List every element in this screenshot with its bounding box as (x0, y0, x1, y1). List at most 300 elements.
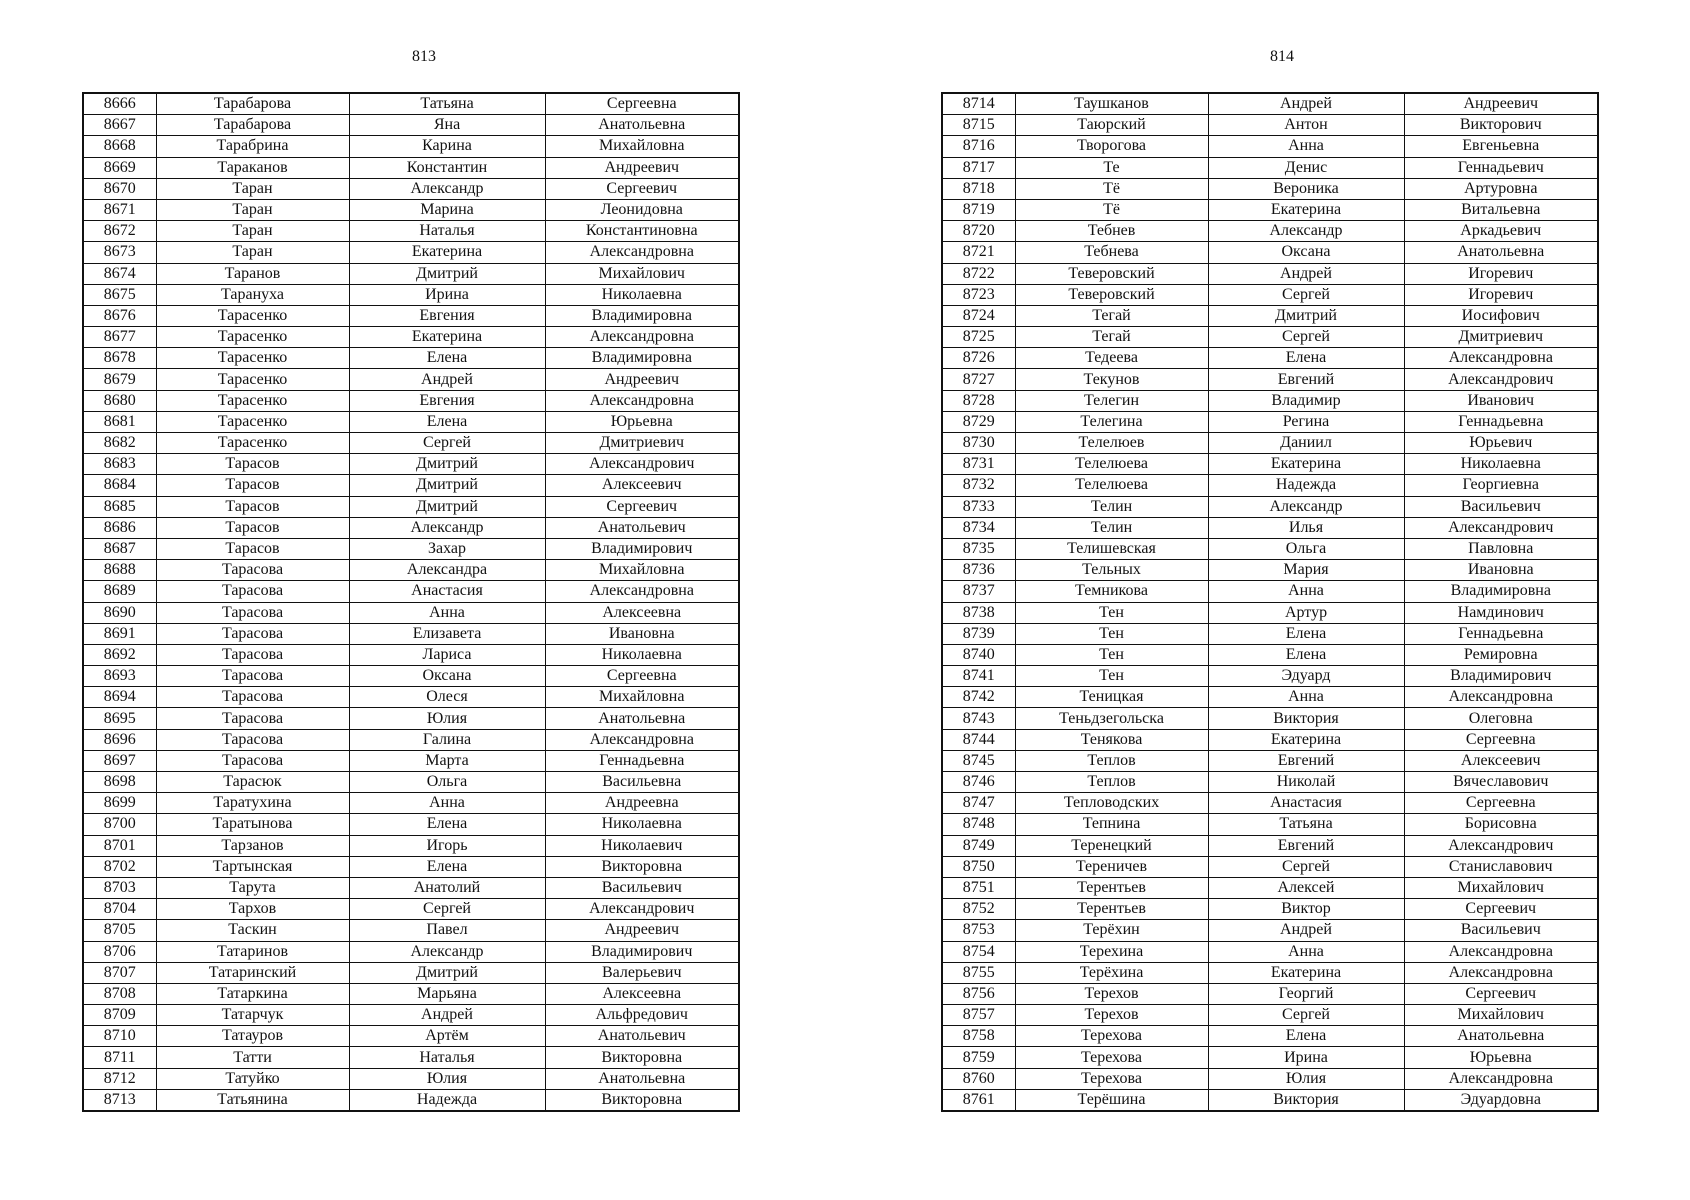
table-row (942, 856, 1598, 877)
first-name-cell: Алексей (1208, 877, 1404, 898)
last-name-cell: Телегина (1015, 411, 1208, 432)
patronymic-cell: Александровна (1404, 348, 1598, 369)
patronymic-cell: Анатольевна (1404, 242, 1598, 263)
patronymic-cell: Александрович (545, 454, 739, 475)
first-name-cell: Марина (349, 199, 545, 220)
first-name-cell: Анатолий (349, 877, 545, 898)
first-name-cell: Екатерина (1208, 454, 1404, 475)
last-name-cell: Тепнина (1015, 814, 1208, 835)
first-name-cell: Ольга (349, 772, 545, 793)
row-number-cell: 8719 (942, 199, 1015, 220)
table-row (942, 433, 1598, 454)
last-name-cell: Терехов (1015, 1005, 1208, 1026)
first-name-cell: Виктория (1208, 708, 1404, 729)
table-row (83, 327, 739, 348)
last-name-cell: Тарасова (156, 750, 349, 771)
row-number-cell: 8696 (83, 729, 156, 750)
last-name-cell: Текунов (1015, 369, 1208, 390)
patronymic-cell: Александрович (1404, 369, 1598, 390)
table-row (942, 793, 1598, 814)
table-row (83, 517, 739, 538)
row-number-cell: 8734 (942, 517, 1015, 538)
first-name-cell: Сергей (349, 433, 545, 454)
table-row (942, 983, 1598, 1004)
last-name-cell: Теплов (1015, 750, 1208, 771)
last-name-cell: Таран (156, 199, 349, 220)
roster-table-right (941, 92, 1599, 1112)
first-name-cell: Екатерина (349, 242, 545, 263)
patronymic-cell: Сергеевич (1404, 899, 1598, 920)
first-name-cell: Георгий (1208, 983, 1404, 1004)
first-name-cell: Регина (1208, 411, 1404, 432)
last-name-cell: Тарасенко (156, 369, 349, 390)
row-number-cell: 8727 (942, 369, 1015, 390)
table-row (942, 538, 1598, 559)
patronymic-cell: Александровна (1404, 1068, 1598, 1089)
patronymic-cell: Михайловна (545, 136, 739, 157)
row-number-cell: 8711 (83, 1047, 156, 1068)
patronymic-cell: Аркадьевич (1404, 221, 1598, 242)
last-name-cell: Татарчук (156, 1005, 349, 1026)
table-row (83, 835, 739, 856)
patronymic-cell: Александровна (545, 327, 739, 348)
last-name-cell: Тарасов (156, 538, 349, 559)
table-row (942, 835, 1598, 856)
first-name-cell: Александр (349, 517, 545, 538)
patronymic-cell: Геннадьевна (545, 750, 739, 771)
patronymic-cell: Валерьевич (545, 962, 739, 983)
last-name-cell: Тарасова (156, 666, 349, 687)
first-name-cell: Анна (1208, 687, 1404, 708)
table-row (942, 284, 1598, 305)
patronymic-cell: Андреевич (545, 369, 739, 390)
table-row (942, 772, 1598, 793)
table-row (83, 475, 739, 496)
last-name-cell: Тарасюк (156, 772, 349, 793)
table-row (83, 856, 739, 877)
table-row (83, 1089, 739, 1111)
last-name-cell: Тарасова (156, 581, 349, 602)
table-row (83, 941, 739, 962)
patronymic-cell: Сергеевна (545, 93, 739, 115)
table-row (942, 750, 1598, 771)
row-number-cell: 8680 (83, 390, 156, 411)
table-row (942, 814, 1598, 835)
table-row (942, 1089, 1598, 1111)
row-number-cell: 8681 (83, 411, 156, 432)
row-number-cell: 8687 (83, 538, 156, 559)
table-row (942, 93, 1598, 115)
row-number-cell: 8738 (942, 602, 1015, 623)
table-row (83, 136, 739, 157)
last-name-cell: Тарута (156, 877, 349, 898)
patronymic-cell: Анатольевич (545, 1026, 739, 1047)
row-number-cell: 8714 (942, 93, 1015, 115)
row-number-cell: 8702 (83, 856, 156, 877)
last-name-cell: Тен (1015, 644, 1208, 665)
last-name-cell: Таскин (156, 920, 349, 941)
last-name-cell: Телелюева (1015, 475, 1208, 496)
last-name-cell: Теницкая (1015, 687, 1208, 708)
first-name-cell: Сергей (1208, 284, 1404, 305)
row-number-cell: 8703 (83, 877, 156, 898)
last-name-cell: Тё (1015, 199, 1208, 220)
last-name-cell: Тарасова (156, 602, 349, 623)
last-name-cell: Тегай (1015, 305, 1208, 326)
last-name-cell: Тен (1015, 602, 1208, 623)
row-number-cell: 8691 (83, 623, 156, 644)
row-number-cell: 8742 (942, 687, 1015, 708)
first-name-cell: Евгения (349, 390, 545, 411)
first-name-cell: Дмитрий (349, 454, 545, 475)
first-name-cell: Андрей (1208, 920, 1404, 941)
row-number-cell: 8749 (942, 835, 1015, 856)
row-number-cell: 8755 (942, 962, 1015, 983)
table-row (83, 93, 739, 115)
table-row (942, 602, 1598, 623)
patronymic-cell: Сергеевич (545, 496, 739, 517)
last-name-cell: Тебнева (1015, 242, 1208, 263)
table-row (83, 433, 739, 454)
first-name-cell: Эдуард (1208, 666, 1404, 687)
first-name-cell: Ирина (349, 284, 545, 305)
table-row (942, 242, 1598, 263)
row-number-cell: 8688 (83, 560, 156, 581)
patronymic-cell: Николаевич (545, 835, 739, 856)
table-row (83, 157, 739, 178)
row-number-cell: 8707 (83, 962, 156, 983)
row-number-cell: 8700 (83, 814, 156, 835)
table-row (83, 242, 739, 263)
last-name-cell: Таран (156, 178, 349, 199)
last-name-cell: Тепловодских (1015, 793, 1208, 814)
table-row (83, 221, 739, 242)
row-number-cell: 8729 (942, 411, 1015, 432)
patronymic-cell: Анатольевич (545, 517, 739, 538)
first-name-cell: Евгений (1208, 835, 1404, 856)
first-name-cell: Андрей (1208, 93, 1404, 115)
last-name-cell: Татти (156, 1047, 349, 1068)
first-name-cell: Галина (349, 729, 545, 750)
last-name-cell: Телелюев (1015, 433, 1208, 454)
table-row (83, 1068, 739, 1089)
patronymic-cell: Евгеньевна (1404, 136, 1598, 157)
row-number-cell: 8666 (83, 93, 156, 115)
table-row (942, 496, 1598, 517)
patronymic-cell: Георгиевна (1404, 475, 1598, 496)
patronymic-cell: Владимирович (545, 941, 739, 962)
first-name-cell: Артур (1208, 602, 1404, 623)
patronymic-cell: Владимирович (1404, 666, 1598, 687)
patronymic-cell: Владимировна (1404, 581, 1598, 602)
row-number-cell: 8753 (942, 920, 1015, 941)
patronymic-cell: Алексеевна (545, 983, 739, 1004)
row-number-cell: 8717 (942, 157, 1015, 178)
first-name-cell: Дмитрий (1208, 305, 1404, 326)
row-number-cell: 8733 (942, 496, 1015, 517)
patronymic-cell: Геннадьевна (1404, 623, 1598, 644)
last-name-cell: Теверовский (1015, 284, 1208, 305)
patronymic-cell: Васильевна (545, 772, 739, 793)
table-row (942, 899, 1598, 920)
table-row (942, 348, 1598, 369)
table-row (83, 538, 739, 559)
patronymic-cell: Сергеевна (1404, 793, 1598, 814)
row-number-cell: 8736 (942, 560, 1015, 581)
row-number-cell: 8669 (83, 157, 156, 178)
patronymic-cell: Викторовна (545, 856, 739, 877)
patronymic-cell: Олеговна (1404, 708, 1598, 729)
table-row (942, 1005, 1598, 1026)
first-name-cell: Оксана (349, 666, 545, 687)
first-name-cell: Илья (1208, 517, 1404, 538)
last-name-cell: Тарасова (156, 623, 349, 644)
patronymic-cell: Анатольевна (545, 115, 739, 136)
first-name-cell: Юлия (1208, 1068, 1404, 1089)
table-row (83, 263, 739, 284)
table-row (942, 263, 1598, 284)
last-name-cell: Те (1015, 157, 1208, 178)
patronymic-cell: Андреевич (545, 157, 739, 178)
patronymic-cell: Владимировна (545, 305, 739, 326)
last-name-cell: Тарабарова (156, 93, 349, 115)
last-name-cell: Тарабрина (156, 136, 349, 157)
first-name-cell: Сергей (1208, 327, 1404, 348)
table-row (942, 1026, 1598, 1047)
row-number-cell: 8748 (942, 814, 1015, 835)
patronymic-cell: Александрович (545, 899, 739, 920)
table-row (83, 115, 739, 136)
table-row (83, 877, 739, 898)
table-row (942, 178, 1598, 199)
row-number-cell: 8671 (83, 199, 156, 220)
first-name-cell: Екатерина (1208, 729, 1404, 750)
last-name-cell: Татаринов (156, 941, 349, 962)
last-name-cell: Тенякова (1015, 729, 1208, 750)
last-name-cell: Тен (1015, 623, 1208, 644)
first-name-cell: Евгения (349, 305, 545, 326)
last-name-cell: Темникова (1015, 581, 1208, 602)
row-number-cell: 8760 (942, 1068, 1015, 1089)
first-name-cell: Елена (1208, 348, 1404, 369)
patronymic-cell: Алексеевна (545, 602, 739, 623)
row-number-cell: 8745 (942, 750, 1015, 771)
patronymic-cell: Николаевна (545, 284, 739, 305)
table-row (83, 814, 739, 835)
row-number-cell: 8751 (942, 877, 1015, 898)
patronymic-cell: Андреевич (1404, 93, 1598, 115)
row-number-cell: 8684 (83, 475, 156, 496)
row-number-cell: 8690 (83, 602, 156, 623)
table-row (83, 793, 739, 814)
patronymic-cell: Константиновна (545, 221, 739, 242)
patronymic-cell: Викторовна (545, 1047, 739, 1068)
patronymic-cell: Михайловна (545, 687, 739, 708)
last-name-cell: Таушканов (1015, 93, 1208, 115)
patronymic-cell: Юрьевич (1404, 433, 1598, 454)
patronymic-cell: Юрьевна (1404, 1047, 1598, 1068)
patronymic-cell: Артуровна (1404, 178, 1598, 199)
first-name-cell: Александр (349, 178, 545, 199)
table-row (83, 983, 739, 1004)
table-row (83, 623, 739, 644)
table-row (942, 666, 1598, 687)
last-name-cell: Тедеева (1015, 348, 1208, 369)
first-name-cell: Захар (349, 538, 545, 559)
table-row (83, 199, 739, 220)
row-number-cell: 8725 (942, 327, 1015, 348)
row-number-cell: 8723 (942, 284, 1015, 305)
table-row (83, 644, 739, 665)
first-name-cell: Артём (349, 1026, 545, 1047)
table-row (83, 496, 739, 517)
first-name-cell: Евгений (1208, 369, 1404, 390)
last-name-cell: Теренецкий (1015, 835, 1208, 856)
row-number-cell: 8698 (83, 772, 156, 793)
patronymic-cell: Сергеевна (1404, 729, 1598, 750)
row-number-cell: 8716 (942, 136, 1015, 157)
patronymic-cell: Алексеевич (1404, 750, 1598, 771)
table-row (83, 772, 739, 793)
patronymic-cell: Геннадьевна (1404, 411, 1598, 432)
row-number-cell: 8676 (83, 305, 156, 326)
table-row (942, 941, 1598, 962)
patronymic-cell: Эдуардовна (1404, 1089, 1598, 1111)
first-name-cell: Наталья (349, 1047, 545, 1068)
first-name-cell: Дмитрий (349, 962, 545, 983)
table-row (942, 1047, 1598, 1068)
patronymic-cell: Павловна (1404, 538, 1598, 559)
row-number-cell: 8697 (83, 750, 156, 771)
patronymic-cell: Альфредович (545, 1005, 739, 1026)
row-number-cell: 8744 (942, 729, 1015, 750)
table-row (942, 581, 1598, 602)
row-number-cell: 8757 (942, 1005, 1015, 1026)
first-name-cell: Денис (1208, 157, 1404, 178)
row-number-cell: 8668 (83, 136, 156, 157)
patronymic-cell: Ивановна (545, 623, 739, 644)
page-number-left: 813 (412, 48, 436, 65)
row-number-cell: 8673 (83, 242, 156, 263)
last-name-cell: Тарасова (156, 729, 349, 750)
first-name-cell: Елена (1208, 644, 1404, 665)
table-row (942, 729, 1598, 750)
table-row (942, 920, 1598, 941)
patronymic-cell: Васильевич (545, 877, 739, 898)
patronymic-cell: Юрьевна (545, 411, 739, 432)
table-row (83, 348, 739, 369)
patronymic-cell: Васильевич (1404, 920, 1598, 941)
table-row (83, 369, 739, 390)
patronymic-cell: Александрович (1404, 835, 1598, 856)
table-row (942, 1068, 1598, 1089)
first-name-cell: Александр (349, 941, 545, 962)
table-row (83, 178, 739, 199)
patronymic-cell: Дмитриевич (545, 433, 739, 454)
row-number-cell: 8713 (83, 1089, 156, 1111)
first-name-cell: Елена (349, 348, 545, 369)
first-name-cell: Анна (349, 793, 545, 814)
table-row (83, 708, 739, 729)
first-name-cell: Анна (1208, 941, 1404, 962)
table-row (942, 411, 1598, 432)
last-name-cell: Телишевская (1015, 538, 1208, 559)
last-name-cell: Таратынова (156, 814, 349, 835)
row-number-cell: 8739 (942, 623, 1015, 644)
first-name-cell: Владимир (1208, 390, 1404, 411)
table-row (942, 560, 1598, 581)
first-name-cell: Наталья (349, 221, 545, 242)
row-number-cell: 8701 (83, 835, 156, 856)
last-name-cell: Теплов (1015, 772, 1208, 793)
last-name-cell: Тарасова (156, 644, 349, 665)
row-number-cell: 8726 (942, 348, 1015, 369)
first-name-cell: Надежда (1208, 475, 1404, 496)
table-row (83, 602, 739, 623)
patronymic-cell: Анатольевна (545, 708, 739, 729)
patronymic-cell: Викторович (1404, 115, 1598, 136)
last-name-cell: Тараканов (156, 157, 349, 178)
row-number-cell: 8679 (83, 369, 156, 390)
row-number-cell: 8754 (942, 941, 1015, 962)
row-number-cell: 8670 (83, 178, 156, 199)
patronymic-cell: Игоревич (1404, 284, 1598, 305)
table-row (83, 454, 739, 475)
patronymic-cell: Александровна (1404, 962, 1598, 983)
row-number-cell: 8741 (942, 666, 1015, 687)
row-number-cell: 8695 (83, 708, 156, 729)
patronymic-cell: Андреевич (545, 920, 739, 941)
first-name-cell: Александра (349, 560, 545, 581)
last-name-cell: Творогова (1015, 136, 1208, 157)
row-number-cell: 8678 (83, 348, 156, 369)
last-name-cell: Таран (156, 221, 349, 242)
row-number-cell: 8709 (83, 1005, 156, 1026)
row-number-cell: 8718 (942, 178, 1015, 199)
patronymic-cell: Николаевна (545, 644, 739, 665)
last-name-cell: Тарзанов (156, 835, 349, 856)
row-number-cell: 8705 (83, 920, 156, 941)
table-row (83, 390, 739, 411)
patronymic-cell: Ремировна (1404, 644, 1598, 665)
last-name-cell: Тен (1015, 666, 1208, 687)
last-name-cell: Тартынская (156, 856, 349, 877)
row-number-cell: 8720 (942, 221, 1015, 242)
first-name-cell: Антон (1208, 115, 1404, 136)
row-number-cell: 8743 (942, 708, 1015, 729)
last-name-cell: Тарасенко (156, 411, 349, 432)
last-name-cell: Татаркина (156, 983, 349, 1004)
patronymic-cell: Михайлович (1404, 877, 1598, 898)
row-number-cell: 8706 (83, 941, 156, 962)
last-name-cell: Телин (1015, 517, 1208, 538)
patronymic-cell: Михайловна (545, 560, 739, 581)
first-name-cell: Елена (1208, 623, 1404, 644)
row-number-cell: 8683 (83, 454, 156, 475)
first-name-cell: Мария (1208, 560, 1404, 581)
last-name-cell: Телин (1015, 496, 1208, 517)
first-name-cell: Лариса (349, 644, 545, 665)
roster-table-left (82, 92, 740, 1112)
first-name-cell: Анастасия (349, 581, 545, 602)
last-name-cell: Терёшина (1015, 1089, 1208, 1111)
table-row (83, 920, 739, 941)
row-number-cell: 8728 (942, 390, 1015, 411)
first-name-cell: Дмитрий (349, 496, 545, 517)
last-name-cell: Тарасенко (156, 433, 349, 454)
first-name-cell: Надежда (349, 1089, 545, 1111)
row-number-cell: 8672 (83, 221, 156, 242)
